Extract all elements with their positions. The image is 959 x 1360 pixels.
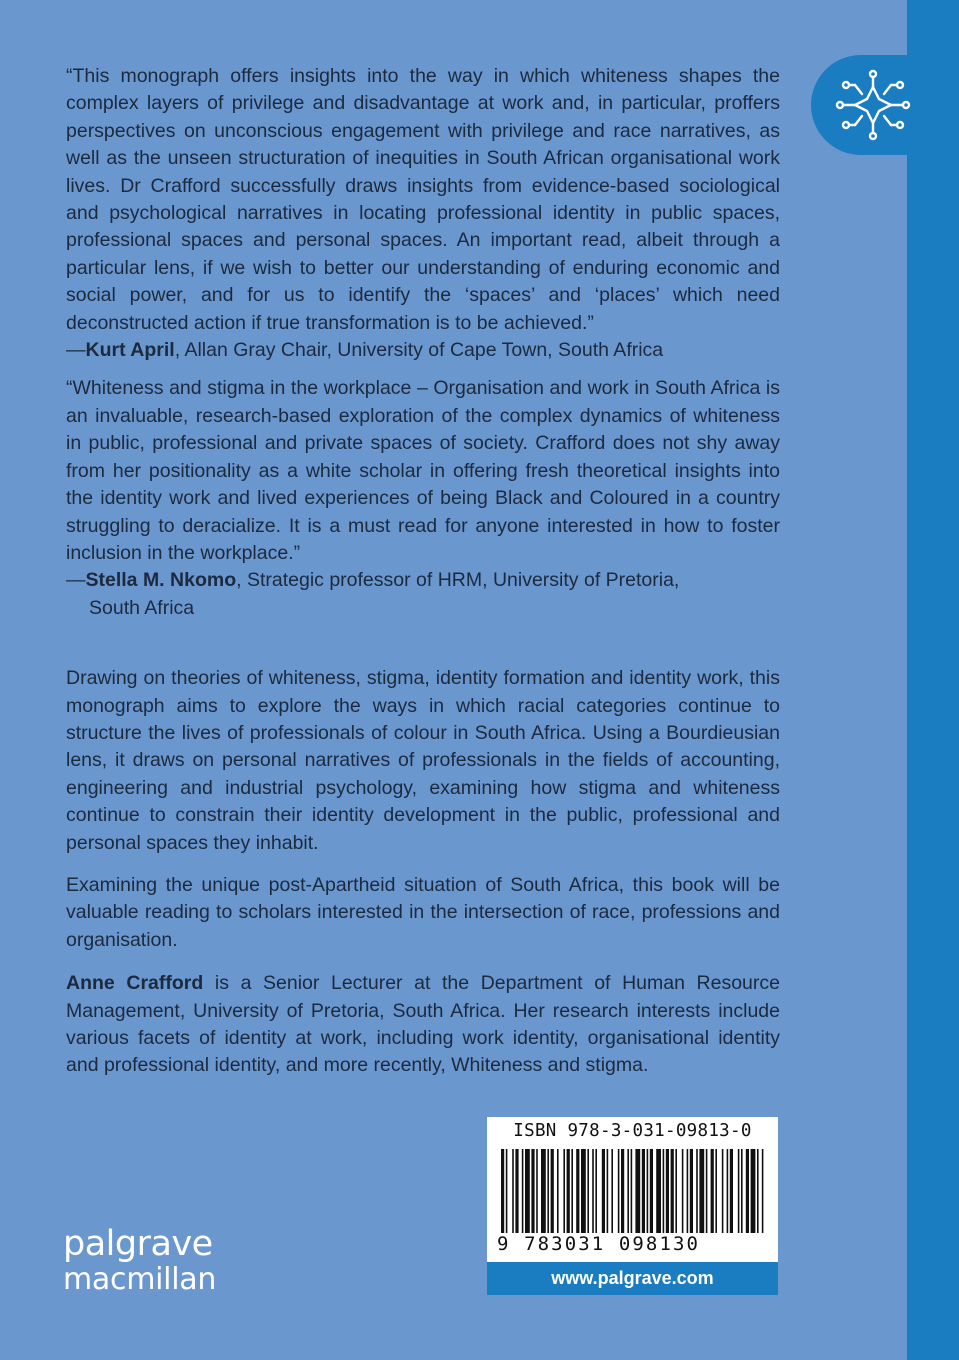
barcode-bar	[715, 1149, 717, 1235]
barcode-bar	[607, 1149, 609, 1235]
barcode-bar	[581, 1149, 586, 1235]
description-paragraph-1: Drawing on theories of whiteness, stigma, identity formation and identity work, this monograph aims to explore the ways in which racial categories continue to structure the lives of professionals of colour in South Africa. Using a Bourdieusian lens, it draws on personal narratives of professionals in the fields of accounting, engineering and industrial psychology, examining how stigma and whiteness continue to constrain their identity development in the public, professional and personal spaces they inhabit.	[66, 667, 780, 854]
barcode-bar	[557, 1149, 559, 1235]
barcode-bar	[711, 1149, 714, 1235]
endorsement-2-affiliation-cont: South Africa	[89, 596, 195, 619]
barcode-bar	[618, 1149, 620, 1235]
barcode-bar	[635, 1149, 640, 1245]
barcode-bar	[621, 1149, 624, 1235]
barcode-bar	[690, 1149, 693, 1235]
barcode-bar	[746, 1149, 749, 1235]
barcode-bar	[706, 1149, 708, 1235]
barcode-bar	[738, 1149, 740, 1235]
endorser-name-2: Stella M. Nkomo	[85, 569, 237, 592]
barcode-graphic	[501, 1149, 764, 1245]
isbn-label: ISBN 978-3-031-09813-0	[513, 1121, 752, 1141]
palgrave-circuit-icon	[827, 63, 919, 147]
barcode-bar	[525, 1149, 530, 1235]
barcode-bar	[587, 1149, 589, 1235]
barcode-bar	[547, 1149, 549, 1235]
author-bio: Anne Crafford is a Senior Lecturer at the Department of Human Resource Management, University of Pretoria, South Africa. Her research interests include various facets of identity at work, including work identity, organisational identity and professional identity, and more recently, Whiteness and stigma.	[66, 972, 780, 1077]
barcode-bar	[757, 1149, 759, 1235]
endorsement-quote-1: “This monograph offers insights into the way in which whiteness shapes the complex layers of privilege and disadvantage at work and, in particular, proffers perspectives on unconscious engagement with privilege and race narratives, as well as the unseen structuration of inequities in South African organisational work lives. Dr Crafford successfully draws insights from evidence-based sociological and psychological narratives in locating professional identity in public spaces, professional spaces and personal spaces. An important read, albeit through a particular lens, if we wish to better our understanding of enduring economic and social power, and for us to identify the ‘spaces’ and ‘places’ which need deconstructed action if true transformation is to be achieved.”	[66, 65, 780, 334]
barcode-bar	[727, 1149, 729, 1235]
barcode-bar	[671, 1149, 674, 1235]
endorsement-quote-2: “Whiteness and stigma in the workplace – Organisation and work in South Africa is an invaluable, research-based exploration of the complex dynamics of whiteness in public, professional and private spaces of society. Crafford does not shy away from her positionality as a white scholar in offering fresh theoretical insights into the identity work and lived experiences of being Black and Coloured in a country struggling to deracialize. It is a must read for anyone interested in how to foster inclusion in the workplace.”	[66, 377, 780, 564]
author-name: Anne Crafford	[66, 972, 204, 995]
barcode-bar	[687, 1149, 689, 1235]
barcode-bar	[722, 1149, 724, 1235]
barcode-bar	[567, 1149, 570, 1235]
barcode-bar	[751, 1149, 756, 1235]
barcode-bar	[696, 1149, 698, 1235]
barcode-bar	[682, 1149, 684, 1235]
barcode-bar	[675, 1149, 677, 1235]
endorsement-2-attribution: —Stella M. Nkomo, Strategic professor of HRM, University of Pretoria,	[66, 569, 680, 592]
barcode-bar	[592, 1149, 594, 1235]
barcode-bar	[762, 1149, 764, 1245]
barcode-bar	[506, 1149, 508, 1245]
barcode-bar	[730, 1149, 733, 1235]
barcode-bar	[551, 1149, 554, 1235]
barcode-bar	[741, 1149, 743, 1235]
palgrave-macmillan-logo	[63, 1226, 216, 1298]
website-bar[interactable]: www.palgrave.com	[487, 1262, 778, 1295]
barcode-bar	[656, 1149, 661, 1235]
logo-line-2: macmillan	[63, 1262, 217, 1297]
barcode-bar	[531, 1149, 534, 1235]
barcode-bar	[501, 1149, 504, 1245]
barcode-bar	[650, 1149, 653, 1235]
logo-line-1: palgrave	[63, 1224, 213, 1264]
barcode-bar	[515, 1149, 518, 1235]
description-paragraph-2: Examining the unique post-Apartheid situation of South Africa, this book will be valuable reading to scholars interested in the intersection of race, professions and organisation.	[66, 873, 780, 951]
barcode-bar	[595, 1149, 597, 1235]
barcode-bar	[576, 1149, 579, 1235]
isbn-barcode-box	[487, 1117, 778, 1262]
barcode-bar	[663, 1149, 665, 1235]
barcode-bar	[627, 1149, 629, 1235]
barcode-bar	[571, 1149, 573, 1235]
endorsement-1-attribution: —Kurt April, Allan Gray Chair, University of Cape Town, South Africa	[66, 339, 664, 362]
barcode-bar	[602, 1149, 605, 1235]
barcode-bar	[699, 1149, 704, 1235]
barcode-bar	[512, 1149, 514, 1235]
barcode-bar	[541, 1149, 546, 1235]
barcode-bar	[563, 1149, 565, 1235]
series-badge	[811, 55, 959, 155]
barcode-bar	[631, 1149, 633, 1245]
barcode-bar	[642, 1149, 645, 1235]
barcode-bar	[522, 1149, 524, 1235]
endorser-name-1: Kurt April	[85, 339, 175, 362]
barcode-bar	[647, 1149, 649, 1235]
spine-strip	[907, 0, 959, 1360]
barcode-bar	[611, 1149, 613, 1235]
back-cover-text	[66, 63, 780, 1080]
barcode-bar	[536, 1149, 538, 1235]
barcode-bar	[666, 1149, 669, 1235]
isbn-digits: 9 783031 098130	[497, 1233, 769, 1255]
